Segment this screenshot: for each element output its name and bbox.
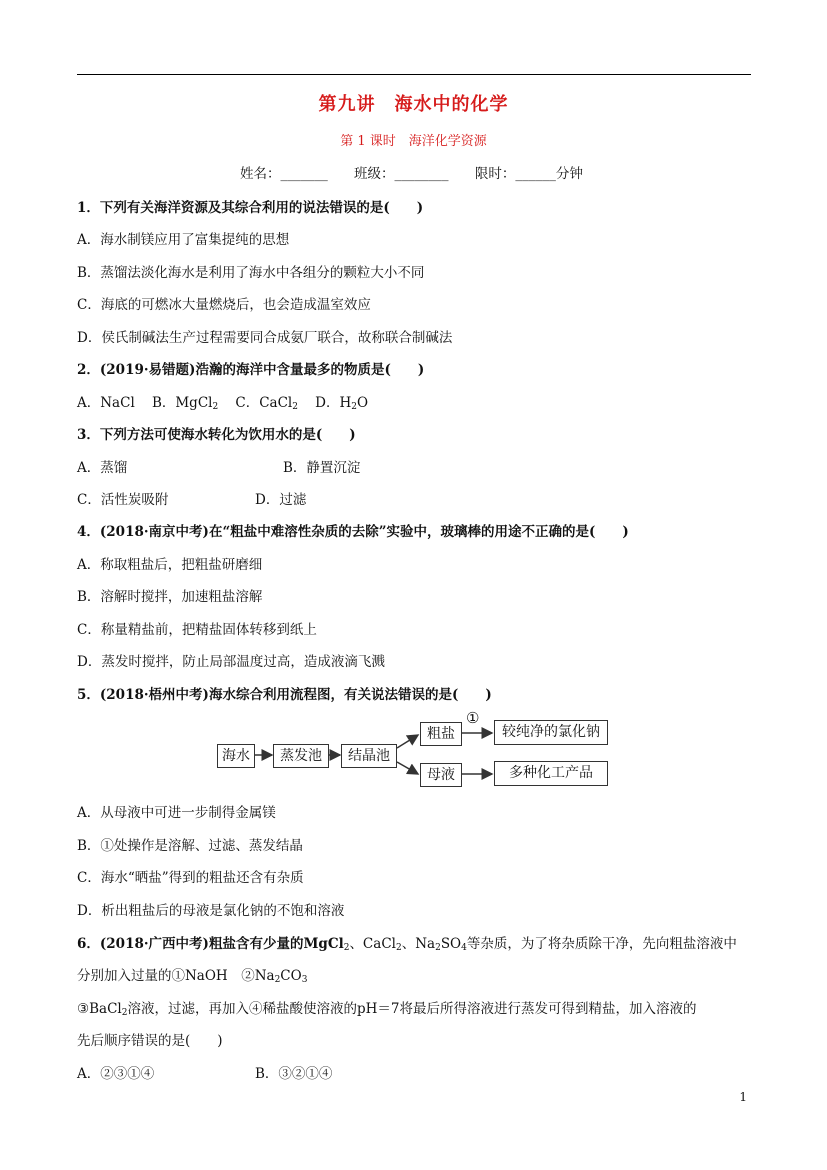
question-1-option-c: C．海底的可燃冰大量燃烧后，也会造成温室效应: [77, 297, 371, 313]
flow-seawater: 海水: [217, 744, 255, 768]
question-5-stem: 5．(2018·梧州中考)海水综合利用流程图，有关说法错误的是( ): [77, 687, 492, 703]
question-3-option-d: D．过滤: [255, 492, 307, 508]
question-4-option-b: B．溶解时搅拌，加速粗盐溶解: [77, 589, 263, 605]
question-2-option-b: B．MgCl$_2$: [151, 395, 219, 412]
question-2-option-a: A．NaCl: [77, 395, 135, 411]
flow-crystal-pool: 结晶池: [341, 744, 397, 768]
question-5-option-c: C．海水“晒盐”得到的粗盐还含有杂质: [77, 870, 304, 886]
flow-chem-products: 多种化工产品: [494, 761, 608, 786]
flow-mother-liquor: 母液: [420, 763, 462, 787]
question-6-option-a: A．②③①④: [77, 1066, 155, 1082]
time-field[interactable]: 限时：______分钟: [474, 166, 583, 182]
question-6-stem-line-1: 6．(2018·广西中考)粗盐含有少量的MgCl$_2$、CaCl$_2$、$Na_2SO_4$等杂质，为了将杂质除干净，先向粗盐溶液中: [77, 936, 737, 953]
question-6-stem-line-4: 先后顺序错误的是( ): [77, 1033, 223, 1049]
question-5-option-b: B．①处操作是溶解、过滤、蒸发结晶: [77, 838, 303, 854]
flow-crude-salt: 粗盐: [420, 722, 462, 746]
question-5-option-a: A．从母液中可进一步制得金属镁: [77, 805, 276, 821]
question-2-option-c: C．CaCl$_2$: [235, 395, 298, 412]
question-1-option-d: D．侯氏制碱法生产过程需要同合成氨厂联合，故称联合制碱法: [77, 330, 453, 346]
page-subtitle: 第 1 课时 海洋化学资源: [340, 134, 487, 149]
question-2-option-d: D．$H_2O$: [315, 395, 369, 412]
question-4-option-c: C．称量精盐前，把精盐固体转移到纸上: [77, 622, 317, 638]
question-4-stem: 4．(2018·南京中考)在“粗盐中难溶性杂质的去除”实验中，玻璃棒的用途不正确的是( ): [77, 524, 629, 540]
flow-pure-nacl: 较纯净的氯化钠: [494, 720, 608, 745]
flow-step-1-label: ①: [466, 709, 480, 727]
question-4-option-a: A．称取粗盐后，把粗盐研磨细: [77, 557, 263, 573]
name-field[interactable]: 姓名：_______: [240, 166, 328, 182]
question-6-option-b: B．③②①④: [255, 1066, 333, 1082]
page-number: 1: [739, 1090, 747, 1104]
question-3-stem: 3．下列方法可使海水转化为饮用水的是( ): [77, 427, 356, 443]
question-5-option-d: D．析出粗盐后的母液是氯化钠的不饱和溶液: [77, 903, 345, 919]
question-3-option-c: C．活性炭吸附: [77, 492, 169, 508]
class-field[interactable]: 班级：________: [354, 166, 449, 182]
page-title: 第九讲 海水中的化学: [318, 94, 509, 115]
question-3-option-b: B．静置沉淀: [283, 460, 361, 476]
question-1-option-a: A．海水制镁应用了富集提纯的思想: [77, 232, 290, 248]
question-2-stem: 2．(2019·易错题)浩瀚的海洋中含量最多的物质是( ): [77, 362, 425, 378]
question-1-option-b: B．蒸馏法淡化海水是利用了海水中各组分的颗粒大小不同: [77, 265, 425, 281]
flow-evaporation-pool: 蒸发池: [273, 744, 329, 768]
question-1-stem: 1．下列有关海洋资源及其综合利用的说法错误的是( ): [77, 200, 424, 216]
question-6-stem-line-3: ③BaCl$_2$溶液，过滤，再加入④稀盐酸使溶液的pH＝7将最后所得溶液进行蒸发可得到精盐，加入溶液的: [77, 1001, 697, 1018]
question-6-stem-line-2: 分别加入过量的①NaOH $②Na_2CO_3$: [77, 968, 308, 985]
question-4-option-d: D．蒸发时搅拌，防止局部温度过高，造成液滴飞溅: [77, 654, 385, 670]
question-3-option-a: A．蒸馏: [77, 460, 128, 476]
